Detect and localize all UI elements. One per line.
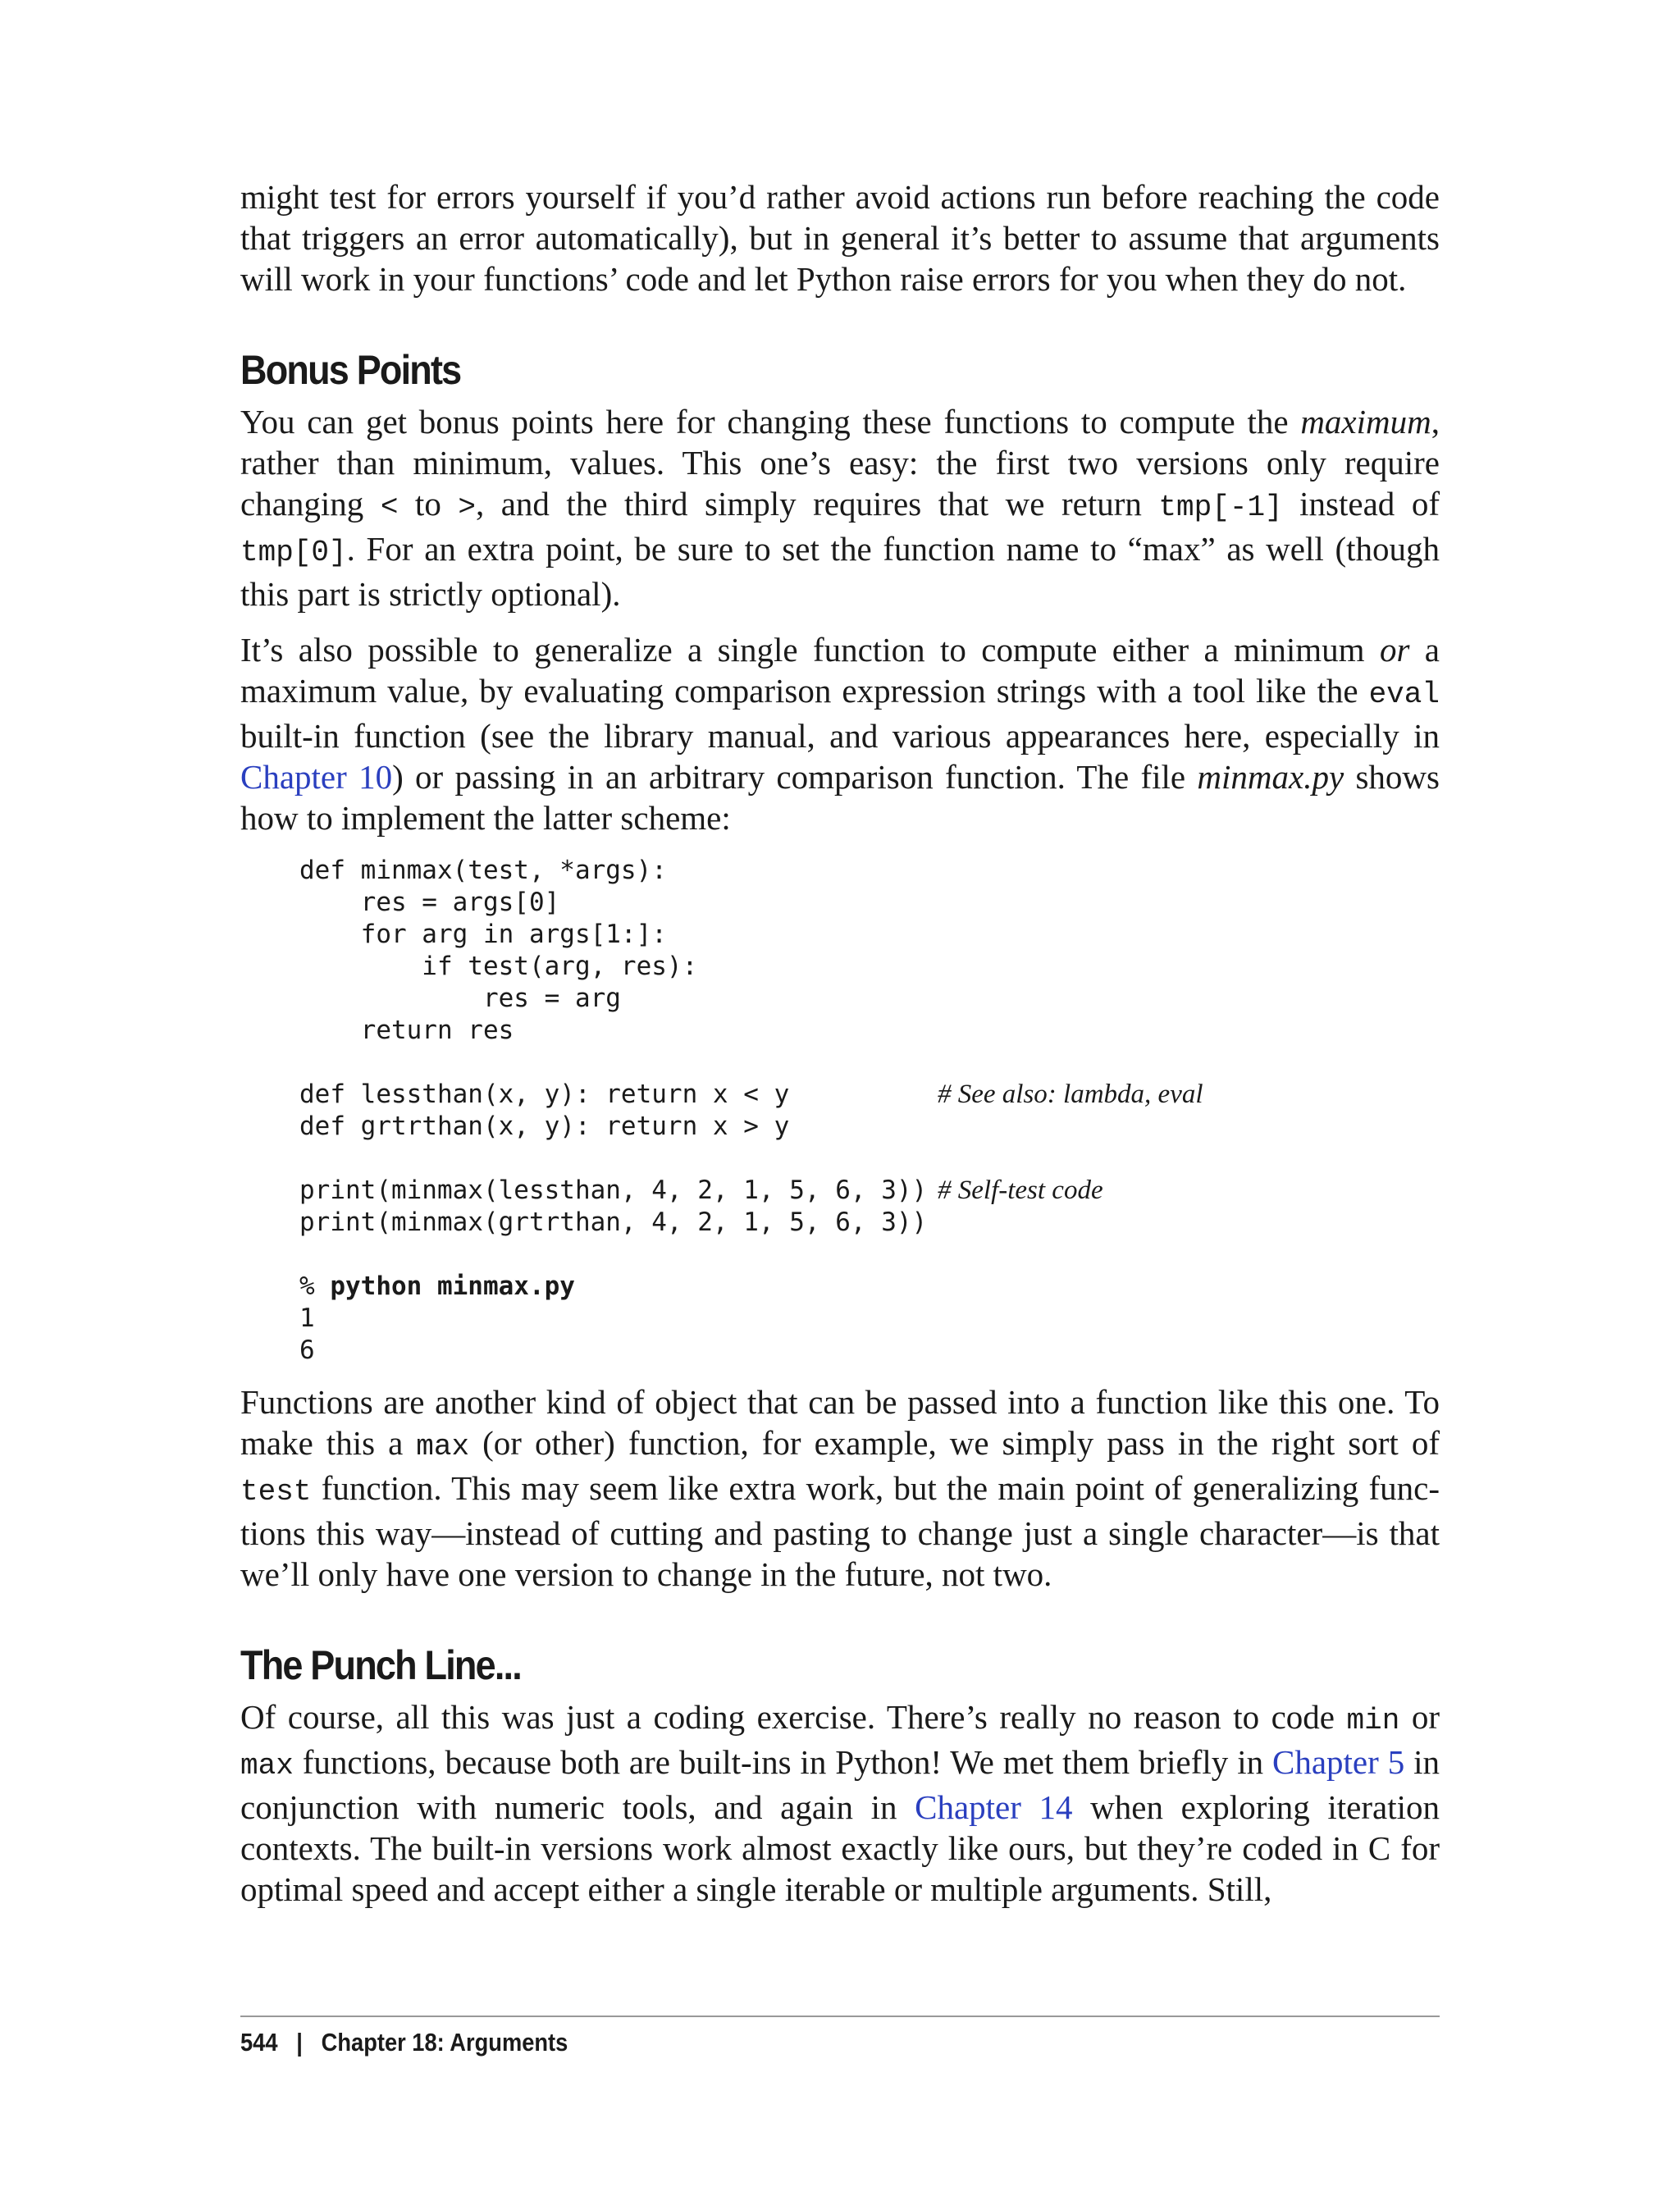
code-line: res = args[0] [299,888,560,917]
code-line: def minmax(test, *args): [299,856,667,885]
bonus-paragraph-1: You can get bonus points here for changing these functions to compute the maximum, rather than minimum, values. This one’s easy: the first two versions only require changing < to >, and the third simply requires that we return tmp[-1] instead of tmp[0]. For an extra point, be sure to set the function name to “max” as well (though this part is strictly optional). [240,403,1440,613]
code-blank-line [299,1143,1440,1175]
code-line: print(minmax(grtrthan, 4, 2, 1, 5, 6, 3)) [299,1208,928,1237]
punch-line-paragraph: Of course, all this was just a coding exercise. There’s really no reason to code min or max functions, because both are built-ins in Python! We met them briefly in Chapter 5 in conjunction with numeric tools, and again in Chapter 14 when exploring iteration contexts. The built-in versions work almost exactly like ours, but they’re coded in C for optimal speed and accept either a single iterable or multiple arguments. Still, [240,1698,1440,1908]
chapter-5-link[interactable]: Chapter 5 [1272,1743,1405,1781]
minmax-code-listing [299,855,1440,1367]
after-code-paragraph: Functions are another kind of object that can be passed into a function like this one. To make this a max (or other) function, for example, we simply pass in the right sort of test function. This may seem like extra work, but the main point of generalizing functions this way—instead of cutting and pasting to change just a single character—is that we’ll only have one version to change in the future, not two. [240,1383,1440,1593]
code-line: return res [299,1016,514,1045]
code-comment: # See also: lambda, eval [938,1080,1203,1109]
footer-separator: | [296,2028,303,2057]
shell-command-line: % python minmax.py [299,1271,575,1301]
chapter-14-link[interactable]: Chapter 14 [915,1788,1073,1826]
chapter-10-link[interactable]: Chapter 10 [240,758,393,796]
code-line: def grtrthan(x, y): return x > y [299,1112,790,1141]
footer-chapter-title: Chapter 18: Arguments [321,2028,568,2057]
code-line: print(minmax(lessthan, 4, 2, 1, 5, 6, 3)) # Self-test code [299,1176,1103,1205]
bonus-points-heading: Bonus Points [240,347,461,393]
footer-rule [240,2016,1440,2017]
intro-paragraph: might test for errors yourself if you’d rather avoid actions run before reaching the code that triggers an error automatically), but in general it’s better to assume that arguments will work in your functions’ code and let Python raise errors for you when they do not. [240,178,1440,298]
shell-output-line: 6 [299,1335,315,1365]
page-number: 544 [240,2028,278,2057]
page-footer [240,2026,568,2059]
punch-line-heading: The Punch Line... [240,1642,521,1688]
bonus-paragraph-2: It’s also possible to generalize a single function to compute either a minimum or a maximum value, by evaluating comparison expression strings with a tool like the eval built-in function (see the library manual, and various appearances here, especially in Chapter 10) or passing in an arbitrary comparison function. The file minmax.py shows how to implement the latter scheme: [240,631,1440,837]
code-line: for arg in args[1:]: [299,920,667,949]
page-body [240,176,1440,1910]
shell-output-line: 1 [299,1303,315,1333]
code-line: def lessthan(x, y): return x < y # See also: lambda, eval [299,1080,1203,1109]
code-blank-line [299,1239,1440,1271]
code-blank-line [299,1047,1440,1079]
code-line: res = arg [299,984,621,1013]
code-line: if test(arg, res): [299,952,698,981]
code-comment: # Self-test code [938,1176,1103,1205]
